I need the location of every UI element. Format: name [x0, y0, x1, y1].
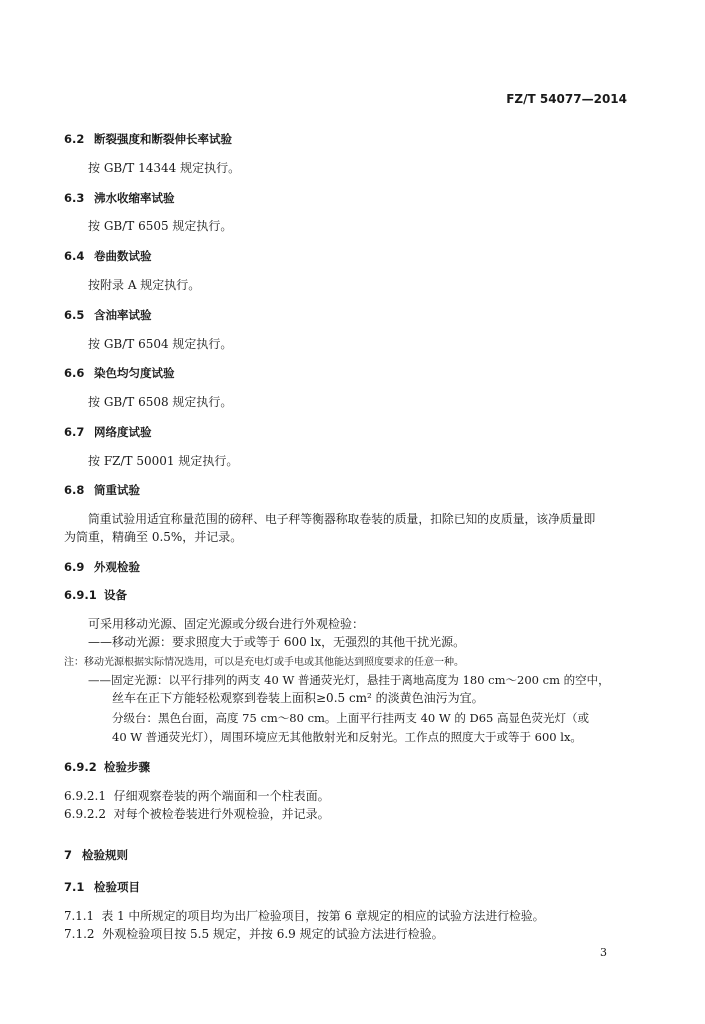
section-body: 按 GB/T 6505 规定执行。	[88, 219, 233, 233]
section-number: 6.9	[64, 560, 85, 574]
item-text: 外观检验项目按 5.5 规定，并按 6.9 规定的试验方法进行检验。	[102, 927, 444, 941]
item-number: 7.1.2	[64, 927, 95, 941]
section-number: 6.3	[64, 191, 85, 205]
list-item-continuation: 丝车在正下方能轻松观察到卷装上面积≥0.5 cm² 的淡黄色油污为宜。	[112, 691, 484, 705]
section-number: 6.9.2	[64, 760, 97, 774]
item-number: 7.1.1	[64, 909, 95, 923]
section-title: 沸水收缩率试验	[94, 191, 175, 205]
section-title: 断裂强度和断裂伸长率试验	[94, 132, 232, 146]
section-body: 按 GB/T 6504 规定执行。	[88, 337, 233, 351]
section-number: 6.2	[64, 132, 85, 146]
section-number: 6.5	[64, 308, 85, 322]
list-item	[64, 789, 330, 803]
note-text: 注：移动光源根据实际情况选用，可以是充电灯或手电或其他能达到照度要求的任意一种。	[64, 657, 464, 668]
paragraph-line: 为筒重，精确至 0.5%，并记录。	[64, 530, 243, 544]
page-number: 3	[600, 946, 607, 959]
section-title: 含油率试验	[94, 308, 152, 322]
paragraph-line: 分级台：黑色台面，高度 75 cm～80 cm。上面平行挂两支 40 W 的 D65 高显色荧光灯（或	[112, 711, 590, 725]
item-number: 6.9.2.2	[64, 807, 106, 821]
section-number: 6.9.1	[64, 588, 97, 602]
chapter-number: 7	[64, 848, 73, 862]
paragraph-line: 40 W 普通荧光灯），周围环境应无其他散射光和反射光。工作点的照度大于或等于 600 lx。	[112, 730, 582, 744]
section-body: 按 GB/T 6508 规定执行。	[88, 395, 233, 409]
item-text: 仔细观察卷装的两个端面和一个柱表面。	[113, 789, 330, 803]
section-title: 设备	[104, 588, 127, 602]
list-item: ——固定光源：以平行排列的两支 40 W 普通荧光灯，悬挂于离地高度为 180 cm～200 cm 的空中，	[88, 673, 610, 687]
section-title: 检验步骤	[104, 760, 150, 774]
list-item	[64, 807, 330, 821]
section-body: 按附录 A 规定执行。	[88, 278, 201, 292]
section-title: 检验项目	[94, 880, 140, 894]
paragraph-line: 可采用移动光源、固定光源或分级台进行外观检验：	[88, 617, 365, 631]
section-number: 6.4	[64, 249, 85, 263]
section-title: 染色均匀度试验	[94, 366, 175, 380]
section-body: 按 FZ/T 50001 规定执行。	[88, 454, 239, 468]
section-number: 6.6	[64, 366, 85, 380]
item-text: 表 1 中所规定的项目均为出厂检验项目，按第 6 章规定的相应的试验方法进行检验。	[101, 909, 545, 923]
list-item	[64, 927, 444, 941]
section-number: 6.7	[64, 425, 85, 439]
item-text: 对每个被检卷装进行外观检验，并记录。	[113, 807, 330, 821]
standard-code-header: FZ/T 54077—2014	[506, 92, 627, 106]
section-title: 网络度试验	[94, 425, 152, 439]
chapter-title: 检验规则	[82, 848, 128, 862]
section-number: 6.8	[64, 483, 85, 497]
section-title: 筒重试验	[94, 483, 140, 497]
section-number: 7.1	[64, 880, 85, 894]
list-item	[64, 909, 544, 923]
section-title: 外观检验	[94, 560, 140, 574]
section-body: 按 GB/T 14344 规定执行。	[88, 161, 241, 175]
item-number: 6.9.2.1	[64, 789, 106, 803]
paragraph-line: 筒重试验用适宜称量范围的磅秤、电子秤等衡器称取卷装的质量，扣除已知的皮质量，该净质量即	[88, 512, 596, 526]
section-title: 卷曲数试验	[94, 249, 152, 263]
list-item: ——移动光源：要求照度大于或等于 600 lx，无强烈的其他干扰光源。	[88, 635, 466, 649]
